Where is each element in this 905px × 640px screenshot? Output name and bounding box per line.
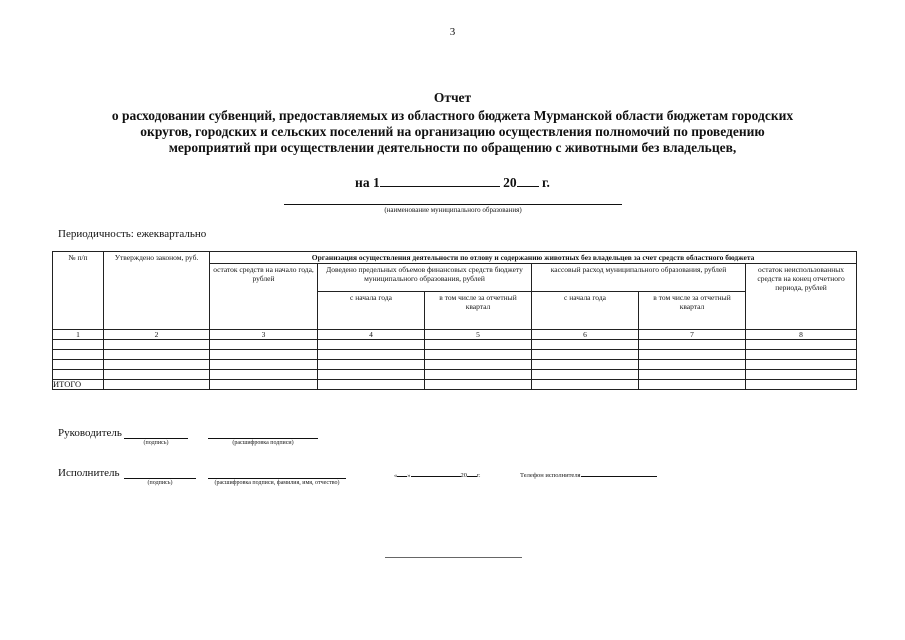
column-number: 2 [104, 330, 210, 340]
report-date-line [0, 173, 905, 191]
header-num: № п/п [53, 252, 104, 330]
executor-date [394, 469, 481, 479]
date-year: 20 [460, 472, 467, 479]
periodicity: Периодичность: ежеквартально [58, 228, 207, 240]
header-limits: Доведено предельных объемов финансовых средств бюджету муниципального образования, рублей [318, 264, 532, 292]
report-subtitle-line-1: о расходовании субвенций, предоставляемых из областного бюджета Мурманской области бюджетам городских [111, 108, 794, 123]
executor-label: Исполнитель [58, 467, 120, 479]
date-year-blank [517, 173, 539, 187]
column-number: 8 [746, 330, 857, 340]
header-limits-from-start: с начала года [318, 292, 425, 330]
column-number: 3 [210, 330, 318, 340]
date-suffix: г. [541, 175, 550, 190]
report-table [52, 251, 857, 390]
header-balance-end: остаток неиспользованных средств на конец отчетного периода, рублей [746, 264, 857, 330]
table-row [53, 360, 857, 370]
executor-phone [520, 469, 657, 479]
header-balance-start: остаток средств на начало года, рублей [210, 264, 318, 330]
date-close-quote: » [407, 472, 411, 479]
column-numbers-row [53, 330, 857, 340]
column-number: 5 [425, 330, 532, 340]
column-number: 6 [532, 330, 639, 340]
table-row [53, 350, 857, 360]
phone-blank [581, 469, 657, 477]
head-decode-line [208, 438, 318, 439]
municipality-name-line [284, 204, 622, 205]
header-limits-quarter: в том числе за отчетный квартал [425, 292, 532, 330]
column-number: 4 [318, 330, 425, 340]
report-subtitle-line-3: мероприятий при осуществлении деятельности по обращению с животными без владельцев, [168, 140, 737, 155]
date-day-month-blank [380, 173, 500, 187]
total-label: ИТОГО [53, 380, 104, 390]
executor-decode-caption: (расшифровка подписи, фамилия, имя, отчество) [214, 480, 340, 486]
header-cash-from-start: с начала года [532, 292, 639, 330]
header-approved: Утверждено законом, руб. [104, 252, 210, 330]
municipality-caption: (наименование муниципального образования) [384, 206, 522, 214]
page-number: 3 [449, 26, 456, 38]
head-decode-caption: (расшифровка подписи) [232, 440, 294, 446]
header-cash: кассовый расход муниципального образования, рублей [532, 264, 746, 292]
header-cash-quarter: в том числе за отчетный квартал [639, 292, 746, 330]
date-open-quote: « [394, 472, 398, 479]
bottom-separator [385, 557, 522, 558]
table-row [53, 370, 857, 380]
header-group: Организация осуществления деятельности по отлову и содержанию животных без владельцев за счет средств областного бюджета [210, 252, 857, 264]
report-title: Отчет [433, 90, 472, 105]
date-prefix: на 1 [355, 175, 380, 190]
column-number: 1 [53, 330, 104, 340]
column-number: 7 [639, 330, 746, 340]
table-row [53, 340, 857, 350]
total-row [53, 380, 857, 390]
executor-decode-line [208, 478, 346, 479]
executor-signature-caption: (подпись) [147, 480, 173, 486]
date-century: 20 [503, 175, 517, 190]
head-signature-line [124, 438, 188, 439]
phone-label: Телефон исполнителя [520, 472, 581, 479]
report-subtitle-line-2: округов, городских и сельских поселений на организацию осуществления полномочий по проведению [140, 124, 765, 139]
date-year-suffix: г. [477, 472, 481, 479]
head-signature-caption: (подпись) [143, 440, 169, 446]
executor-signature-line [124, 478, 196, 479]
head-label: Руководитель [58, 427, 122, 439]
